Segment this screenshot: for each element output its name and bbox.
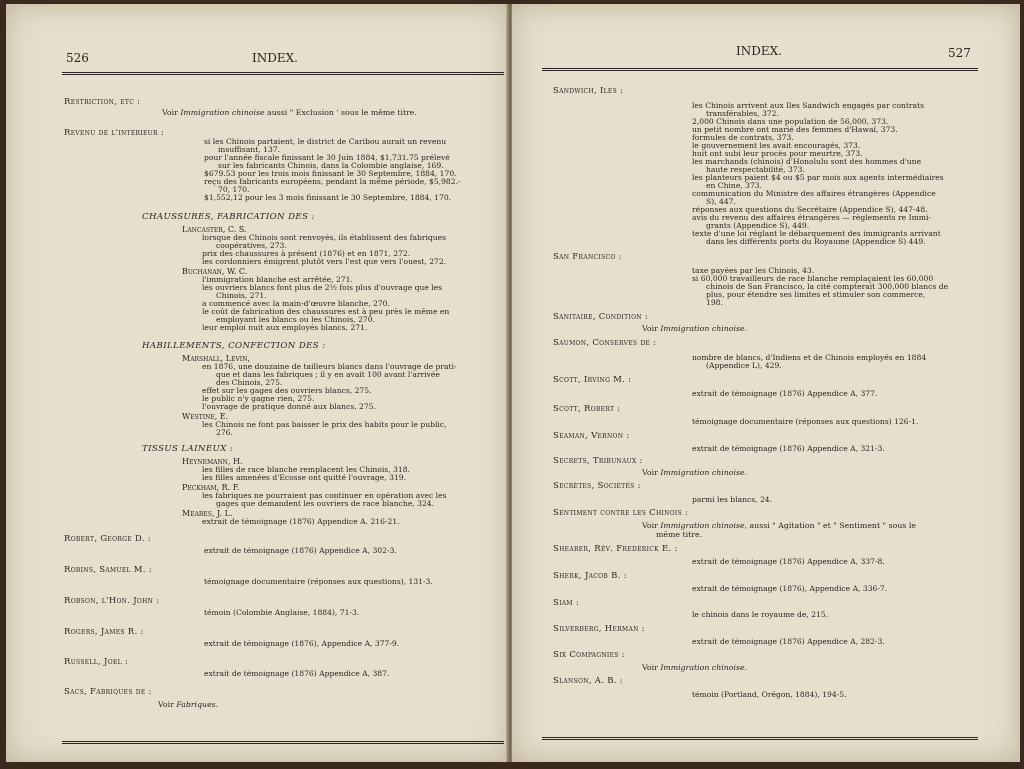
entry-head: Robins, Samuel M. : (64, 565, 152, 575)
witness-name: Marshall, Levin, (182, 354, 250, 363)
page-title: INDEX. (736, 44, 782, 58)
sub-line: reçu des fabricants européens, pendant la même période, $5,982.- (204, 177, 461, 186)
sub-line: effet sur les gages des ouvriers blancs, 275. (202, 386, 372, 395)
sub-line: le public n'y gagne rien, 275. (202, 394, 315, 403)
sub-line: coopératives, 273. (216, 241, 287, 250)
entry-head: Saumon, Conserves de : (553, 338, 657, 348)
entry-head: San Francisco : (553, 252, 622, 262)
sub-line: un petit nombre ont marié des femmes d'Hawaï, 373. (692, 125, 898, 134)
sub-line: communication du Ministre des affaires étrangères (Appendice (692, 189, 936, 198)
sub-line: 198. (706, 298, 723, 307)
entry-head: Sanitaire, Condition : (553, 312, 649, 322)
sub-line: les Chinois arrivent aux Iles Sandwich engagés par contrats (692, 101, 924, 110)
sub-line: en 1876, une douzaine de tailleurs blancs dans l'ouvrage de prati- (202, 362, 457, 371)
sub-line: a commencé avec la main-d'œuvre blanche, 270. (202, 299, 390, 308)
page-number: 526 (66, 51, 89, 65)
sub-line: le chinois dans le royaume de, 215. (692, 610, 829, 619)
sub-line: extrait de témoignage (1876) Appendice A, 337-8. (692, 557, 885, 566)
entry-head: Six Compagnies : (553, 650, 625, 660)
sub-line: des Chinois, 275. (216, 378, 283, 387)
sub-line: $679.53 pour les trois mois finissant le 30 Septembre, 1884, 170. (204, 169, 457, 178)
sub-line: que et dans les fabriques ; il y en avait 100 avant l'arrivée (216, 370, 440, 379)
entry-head: Restriction, etc : (64, 97, 141, 107)
sub-line: pour l'année fiscale finissant le 30 Juin 1884, $1,731.75 prélevé (204, 153, 450, 162)
entry-head: Siam : (553, 598, 580, 608)
sub-line: extrait de témoignage (1876) Appendice A, 321-3. (692, 444, 885, 453)
sub-line: extrait de témoignage (1876), Appendice A, 377-9. (204, 639, 400, 648)
sub-line: gages que demandent les ouvriers de race blanche, 324. (216, 499, 435, 508)
sub-line: 276. (216, 428, 233, 437)
page-title: INDEX. (252, 51, 298, 65)
sub-line: extrait de témoignage (1876) Appendice A, 387. (204, 669, 390, 678)
sub-line: extrait de témoignage (1876), Appendice A, 336-7. (692, 584, 888, 593)
sub-line: réponses aux questions du Secrétaire (Appendice S), 447-48. (692, 205, 928, 214)
sub-line: $1,552,12 pour les 3 mois finissant le 30 Septembre, 1884, 170. (204, 193, 452, 202)
entry-head: Sacs, Fabriques de : (64, 687, 152, 697)
sub-line: les Chinois ne font pas baisser le prix des habits pour le public, (202, 420, 447, 429)
sub-line: les ouvriers blancs font plus de 2½ fois plus d'ouvrage que les (202, 283, 443, 292)
sub-line: parmi les blancs, 24. (692, 495, 773, 504)
sub-line: extrait de témoignage (1876) Appendice A, 377. (692, 389, 878, 398)
sub-line: témoin (Portland, Orégon, 1884), 194-5. (692, 690, 847, 699)
section-heading: HABILLEMENTS, CONFECTION DES : (142, 341, 326, 351)
sub-line: témoin (Colombie Anglaise, 1884), 71-3. (204, 608, 360, 617)
entry-head: Secrètes, Sociétés : (553, 481, 641, 491)
sub-line: extrait de témoignage (1876) Appendice A, 302-3. (204, 546, 397, 555)
see-reference: Voir Immigration chinoise. (642, 663, 748, 672)
sub-line: les filles de race blanche remplacent les Chinois, 318. (202, 465, 410, 474)
left-page (6, 4, 509, 762)
entry-head: Silverberg, Herman : (553, 624, 645, 634)
entry-head: Seaman, Vernon : (553, 431, 630, 441)
entry-head: Secrets, Tribunaux : (553, 456, 643, 466)
entry-head: Sandwich, Iles : (553, 86, 624, 96)
entry-head: Robert, George D. : (64, 534, 151, 544)
entry-head: Sherk, Jacob B. : (553, 571, 627, 581)
sub-line: témoignage documentaire (réponses aux questions), 131-3. (204, 577, 433, 586)
sub-line: leur emploi nuit aux employés blancs, 271. (202, 323, 368, 332)
entry-head: Rogers, James R. : (64, 627, 144, 637)
sub-line: chinois de San Francisco, la cité compterait 300,000 blancs de (706, 282, 949, 291)
sub-line: en Chine, 373. (706, 181, 763, 190)
witness-name: Meares, J. L. (182, 509, 233, 518)
sub-line: le gouvernement les avait encouragés, 373. (692, 141, 861, 150)
witness-name: Westine, E. (182, 412, 229, 421)
sub-line: l'immigration blanche est arrêtée, 271. (202, 275, 353, 284)
sub-line: transférables, 372. (706, 109, 779, 118)
entry-head: Scott, Robert : (553, 404, 621, 414)
witness-name: Lancaster, C. S. (182, 225, 247, 234)
sub-line: sur les fabricants Chinois, dans la Colombie anglaise, 169. (218, 161, 444, 170)
sub-line: Chinois, 271. (216, 291, 267, 300)
page-number: 527 (948, 46, 971, 60)
sub-line: grants (Appendice S), 449. (706, 221, 810, 230)
section-heading: TISSUS LAINEUX : (142, 444, 234, 454)
footer-rule (62, 741, 504, 744)
see-reference: Voir Immigration chinoise, aussi " Agitation " et " Sentiment " sous le (642, 521, 916, 530)
sub-line: nombre de blancs, d'Indiens et de Chinois employés en 1884 (692, 353, 927, 362)
witness-name: Heynemann, H. (182, 457, 243, 466)
right-page (512, 4, 1020, 762)
witness-name: Buchanan, W. C. (182, 267, 248, 276)
sub-line: lorsque des Chinois sont renvoyés, ils établissent des fabriques (202, 233, 447, 242)
sub-line: les cordonniers émigrent plutôt vers l'est que vers l'ouest, 272. (202, 257, 447, 266)
sub-line: avis du revenu des affaires étrangères — règlements re Immi- (692, 213, 931, 222)
sub-line: les marchands (chinois) d'Honolulu sont des hommes d'une (692, 157, 922, 166)
entry-head: Scott, Irving M. : (553, 375, 632, 385)
section-heading: CHAUSSURES, FABRICATION DES : (142, 212, 315, 222)
header-rule (62, 72, 504, 75)
sub-line: prix des chaussures à présent (1876) et en 1871, 272. (202, 249, 411, 258)
see-reference: Voir Immigration chinoise. (642, 468, 748, 477)
see-reference-continued: même titre. (656, 530, 703, 539)
entry-head: Revenu de l'intérieur : (64, 128, 165, 138)
see-reference: Voir Immigration chinoise. (642, 324, 748, 333)
entry-head: Russell, Joel : (64, 657, 129, 667)
see-reference: Voir Immigration chinoise aussi " Exclusion ' sous le même titre. (162, 108, 417, 117)
sub-line: les filles amenées d'Ecosse ont quitté l'ouvrage, 319. (202, 473, 407, 482)
sub-line: les planteurs paient $4 ou $5 par mois aux agents intermédiaires (692, 173, 944, 182)
sub-line: texte d'une loi réglant le débarquement des immigrants arrivant (692, 229, 941, 238)
entry-head: Slanson, A. B. : (553, 676, 623, 686)
sub-line: témoignage documentaire (réponses aux questions) 126-1. (692, 417, 919, 426)
sub-line: formules de contrats, 373. (692, 133, 794, 142)
sub-line: si les Chinois partaient, le district de Caribou aurait un revenu (204, 137, 447, 146)
sub-line: plus, pour étendre ses limites et stimuler son commerce, (706, 290, 926, 299)
sub-line: dans les différents ports du Royaume (Appendice S) 449. (706, 237, 926, 246)
sub-line: 2,000 Chinois dans une population de 56,000, 373. (692, 117, 889, 126)
entry-head: Robson, l'Hon. John : (64, 596, 160, 606)
sub-line: (Appendice L), 429. (706, 361, 782, 370)
sub-line: les fabriques ne pourraient pas continuer en opération avec les (202, 491, 447, 500)
sub-line: 70, 170. (218, 185, 250, 194)
entry-head: Sentiment contre les Chinois : (553, 508, 689, 518)
sub-line: extrait de témoignage (1876) Appendice A, 282-3. (692, 637, 885, 646)
see-reference: Voir Fabriques. (158, 700, 219, 709)
sub-line: haute respectabilité, 373. (706, 165, 805, 174)
sub-line: taxe payées par les Chinois, 43. (692, 266, 815, 275)
sub-line: l'ouvrage de pratique donné aux blancs, 275. (202, 402, 376, 411)
sub-line: employant les blancs ou les Chinois, 270. (216, 315, 375, 324)
sub-line: extrait de témoignage (1876) Appendice A. 216-21. (202, 517, 400, 526)
header-rule (542, 68, 978, 71)
sub-line: huit ont subi leur procès pour meurtre, 373. (692, 149, 863, 158)
footer-rule (542, 737, 978, 740)
sub-line: insuffisant, 137. (218, 145, 281, 154)
sub-line: S), 447. (706, 197, 736, 206)
sub-line: si 60,000 travailleurs de race blanche remplaçaient les 60,000 (692, 274, 934, 283)
sub-line: le coût de fabrication des chaussures est à peu près le même en (202, 307, 450, 316)
witness-name: Peckham, R. F. (182, 483, 240, 492)
entry-head: Shearer, Rév. Frederick E. : (553, 544, 678, 554)
